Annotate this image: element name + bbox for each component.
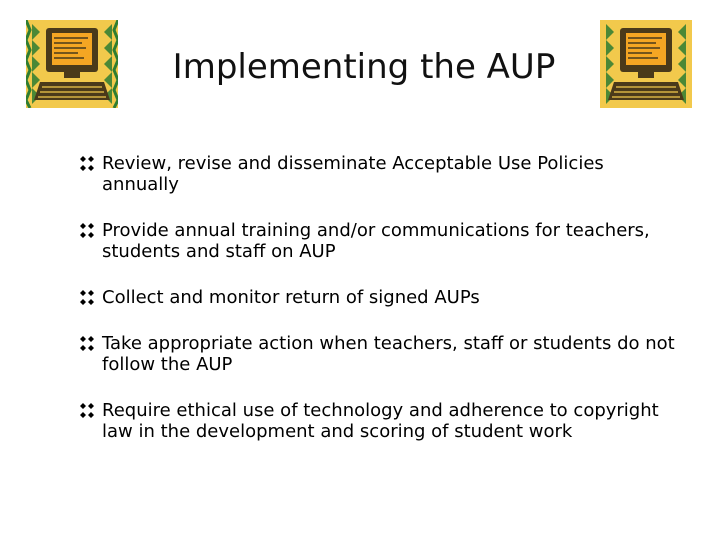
slide-title: Implementing the AUP xyxy=(172,47,556,87)
bullet-list xyxy=(78,153,678,467)
diamond-bullet-icon xyxy=(78,289,98,307)
bullet-text: Take appropriate action when teachers, staff or students do not follow the AUP xyxy=(102,333,675,375)
bullet-text: Require ethical use of technology and adherence to copyright law in the development and scoring of student work xyxy=(102,400,659,442)
bullet-item xyxy=(78,220,678,262)
computer-clipart-icon xyxy=(600,20,692,108)
bullet-text: Collect and monitor return of signed AUPs xyxy=(102,287,480,308)
diamond-bullet-icon xyxy=(78,402,98,420)
bullet-item xyxy=(78,287,678,308)
bullet-item xyxy=(78,333,678,375)
bullet-item xyxy=(78,400,678,442)
diamond-bullet-icon xyxy=(78,335,98,353)
diamond-bullet-icon xyxy=(78,155,98,173)
bullet-text: Review, revise and disseminate Acceptable Use Policies annually xyxy=(102,153,604,195)
computer-clipart-icon xyxy=(26,20,118,108)
bullet-text: Provide annual training and/or communications for teachers, students and staff on AUP xyxy=(102,220,650,262)
diamond-bullet-icon xyxy=(78,222,98,240)
bullet-item xyxy=(78,153,678,195)
